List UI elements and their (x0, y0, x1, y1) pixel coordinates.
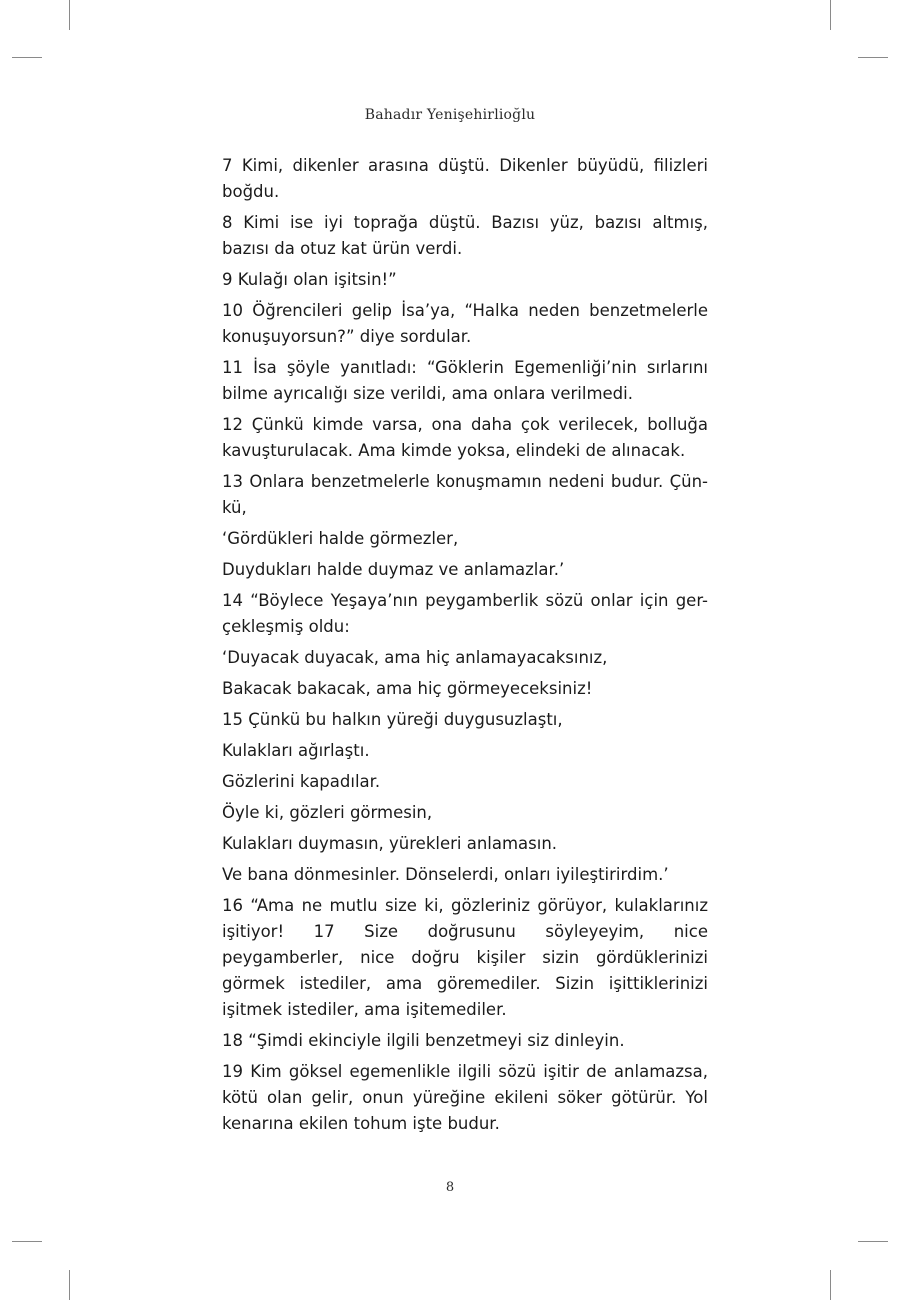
running-head-author: Bahadır Yenişehirlioğlu (364, 107, 536, 123)
verse-line: Gözlerini kapadılar. (222, 772, 381, 791)
verse-line: 15 Çünkü bu halkın yüreği duygusuzlaştı, (222, 710, 563, 729)
verse-paragraph: 9 Kulağı olan işitsin!” (222, 270, 397, 289)
page-number: 8 (445, 1180, 455, 1195)
verse-line: ‘Duyacak duyacak, ama hiç anlamayacaksınız, (222, 648, 608, 667)
verse-paragraph: 11 İsa şöyle yanıtladı: “Göklerin Egemenliği’nin sırlarını bilme ayrıcalığı size verildi, ama onlara verilmedi. (222, 358, 708, 403)
crop-mark-top-right-vertical (830, 0, 831, 30)
verse-line: Öyle ki, gözleri görmesin, (222, 803, 433, 822)
verse-line: Duydukları halde duymaz ve anlamazlar.’ (222, 560, 565, 579)
crop-mark-top-left-vertical (69, 0, 70, 30)
verse-line: Ve bana dönmesinler. Dönselerdi, onları iyileştirirdim.’ (222, 865, 669, 884)
verse-line: ‘Gördükleri halde görmezler, (222, 529, 459, 548)
verse-line: Kulakları duymasın, yürekleri anlamasın. (222, 834, 558, 853)
crop-mark-bottom-left-horizontal (12, 1241, 42, 1242)
verse-line: Bakacak bakacak, ama hiç görmeyeceksiniz! (222, 679, 593, 698)
verse-paragraph: 14 “Böylece Yeşaya’nın peygamberlik sözü onlar için ger-çekleşmiş oldu: (222, 591, 708, 636)
page-body-text (222, 153, 708, 1142)
crop-mark-bottom-right-horizontal (858, 1241, 888, 1242)
verse-paragraph: 12 Çünkü kimde varsa, ona daha çok verilecek, bolluğa kavuşturulacak. Ama kimde yoksa, elindeki de alınacak. (222, 415, 708, 460)
verse-paragraph: 8 Kimi ise iyi toprağa düştü. Bazısı yüz, bazısı altmış, bazısı da otuz kat ürün verdi. (222, 213, 708, 258)
verse-paragraph: 19 Kim göksel egemenlikle ilgili sözü işitir de anlamazsa, kötü olan gelir, onun yüreğine ekileni söker götürür. Yol kenarına ekilen tohum işte budur. (222, 1062, 708, 1133)
verse-line: Kulakları ağırlaştı. (222, 741, 370, 760)
verse-paragraph: 13 Onlara benzetmelerle konuşmamın nedeni budur. Çün-kü, (222, 472, 708, 517)
verse-paragraph: 18 “Şimdi ekinciyle ilgili benzetmeyi siz dinleyin. (222, 1031, 625, 1050)
crop-mark-bottom-left-vertical (69, 1270, 70, 1300)
verse-paragraph: 7 Kimi, dikenler arasına düştü. Dikenler büyüdü, filizleri boğdu. (222, 156, 708, 201)
crop-mark-top-left-horizontal (12, 57, 42, 58)
crop-mark-bottom-right-vertical (830, 1270, 831, 1300)
crop-mark-top-right-horizontal (858, 57, 888, 58)
verse-paragraph: 16 “Ama ne mutlu size ki, gözleriniz görüyor, kulaklarınız işitiyor! 17 Size doğrusunu söyleyeyim, nice peygamberler, nice doğru kişiler sizin gördüklerinizi görmek istediler, ama göremediler. Sizin işittiklerinizi işitmek istediler, ama işitemediler. (222, 896, 708, 1019)
verse-paragraph: 10 Öğrencileri gelip İsa’ya, “Halka neden benzetmelerle konuşuyorsun?” diye sordular. (222, 301, 708, 346)
